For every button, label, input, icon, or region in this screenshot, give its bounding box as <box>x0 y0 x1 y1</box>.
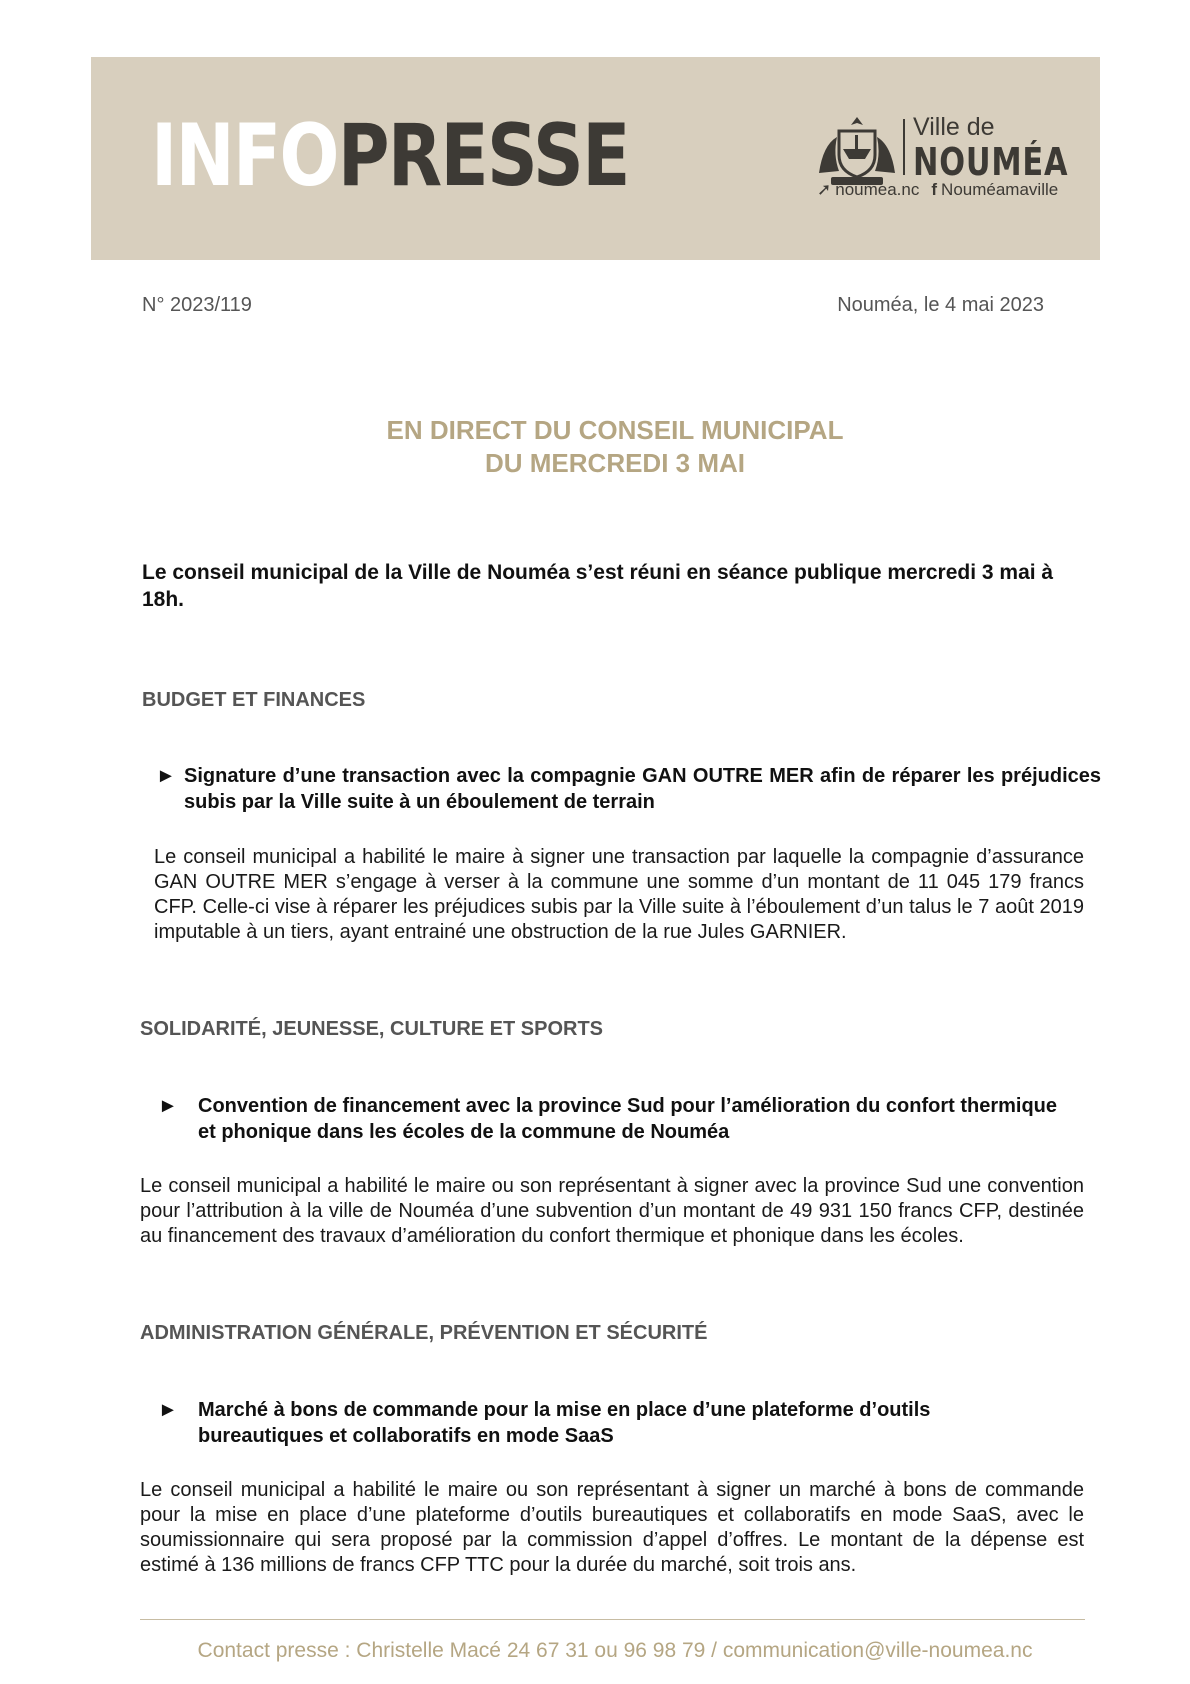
social-links <box>817 181 1058 198</box>
website-link[interactable]: noumea.nc <box>835 180 920 199</box>
press-number: N° 2023/119 <box>142 294 252 316</box>
agenda-item-title: Signature d’une transaction avec la compagnie GAN OUTRE MER afin de réparer les préjudices subis par la Ville suite à un éboulement de terrain <box>184 765 1101 813</box>
facebook-icon: f <box>931 180 938 199</box>
section-heading-administration: ADMINISTRATION GÉNÉRALE, PRÉVENTION ET SÉCURITÉ <box>140 1322 708 1344</box>
bullet-arrow-icon: ► <box>158 1399 178 1421</box>
cursor-arrow-icon: ➚ <box>817 180 832 199</box>
agenda-item-title: Convention de financement avec la province Sud pour l’amélioration du confort thermique et phonique dans les écoles de la commune de Nouméa <box>198 1095 1058 1143</box>
logo-noumea: NOUMÉA <box>913 140 1069 184</box>
lead-paragraph: Le conseil municipal de la Ville de Nouméa s’est réuni en séance publique mercredi 3 mai à 18h. <box>142 561 1054 611</box>
section-heading-solidarite: SOLIDARITÉ, JEUNESSE, CULTURE ET SPORTS <box>140 1018 604 1040</box>
agenda-item-1 <box>156 763 1101 815</box>
agenda-item-title: Marché à bons de commande pour la mise en place d’une plateforme d’outils bureautiques et collaboratifs en mode SaaS <box>198 1399 931 1447</box>
facebook-link[interactable]: Nouméamaville <box>941 180 1059 199</box>
header-banner <box>91 57 1100 260</box>
brand-info: INFO <box>151 106 338 206</box>
bullet-arrow-icon: ► <box>156 765 176 787</box>
title-line-1: EN DIRECT DU CONSEIL MUNICIPAL <box>386 415 844 445</box>
info-presse-logo <box>151 106 629 206</box>
city-crest-icon <box>815 115 899 187</box>
logo-ville-de: Ville de <box>913 113 995 141</box>
press-contact: Contact presse : Christelle Macé 24 67 31 ou 96 98 79 / communication@ville-noumea.nc <box>197 1639 1033 1662</box>
title-line-2: DU MERCREDI 3 MAI <box>484 448 745 478</box>
section-paragraph-1: Le conseil municipal a habilité le maire à signer une transaction par laquelle la compagnie d’assurance GAN OUTRE MER s’engage à verser à la commune une somme d’un montant de 11 045 179 francs CFP. Celle-ci vise à réparer les préjudices subis par la Ville suite à l’éboulement d’un talus le 7 août 2019 imputable à un tiers, ayant entrainé une obstruction de la rue Jules GARNIER. <box>154 846 1084 943</box>
section-paragraph-2: Le conseil municipal a habilité le maire ou son représentant à signer avec la province Sud une convention pour l’attribution à la ville de Nouméa d’une subvention d’un montant de 49 931 150 francs CFP, destinée au financement des travaux d’amélioration du confort thermique et phonique dans les écoles. <box>140 1175 1084 1247</box>
footer-divider <box>140 1619 1085 1620</box>
agenda-item-3 <box>158 1397 1058 1449</box>
logo-separator <box>903 119 905 175</box>
place-date: Nouméa, le 4 mai 2023 <box>837 294 1044 316</box>
agenda-item-2 <box>158 1093 1058 1145</box>
bullet-arrow-icon: ► <box>158 1095 178 1117</box>
page-title <box>0 414 1190 480</box>
section-paragraph-3: Le conseil municipal a habilité le maire ou son représentant à signer un marché à bons de commande pour la mise en place d’une plateforme d’outils bureautiques et collaboratifs en mode SaaS, avec le soumissionnaire qui sera proposé par la commission d’appel d’offres. Le montant de la dépense est estimé à 136 millions de francs CFP TTC pour la durée du marché, soit trois ans. <box>140 1479 1084 1576</box>
section-heading-budget: BUDGET ET FINANCES <box>142 689 366 711</box>
brand-presse: PRESSE <box>337 106 629 206</box>
